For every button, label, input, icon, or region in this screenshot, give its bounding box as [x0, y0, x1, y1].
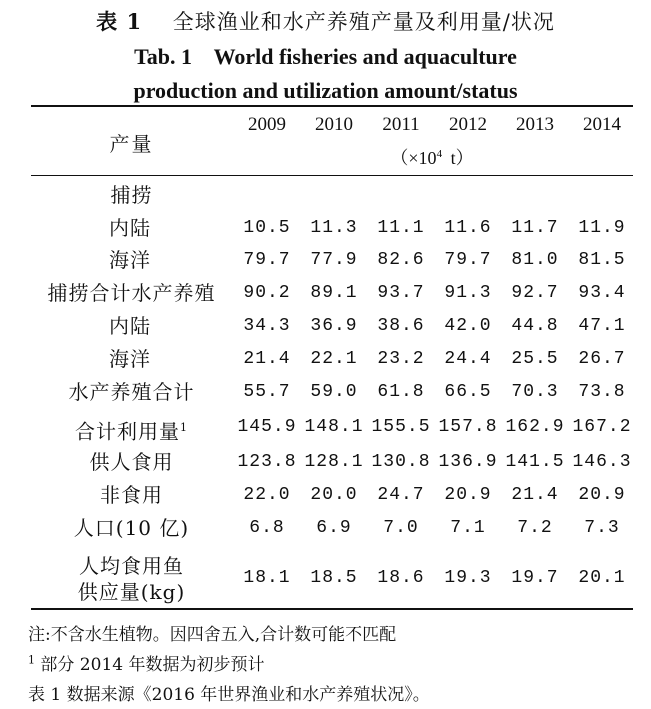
cell-value: 7.0 [383, 518, 419, 538]
cell-value: 93.4 [578, 283, 626, 303]
table-row [0, 310, 651, 343]
cell-value: 7.2 [517, 518, 553, 538]
row-label [31, 277, 232, 310]
cell-value: 22.1 [310, 349, 358, 369]
row-label-footnote: 1 [180, 421, 188, 434]
cell-value: 21.4 [511, 485, 559, 505]
cell-value: 18.6 [377, 568, 425, 588]
row-label-text: 供人食用 [89, 450, 174, 474]
cell-value: 25.5 [511, 349, 559, 369]
cell-value: 167.2 [572, 417, 632, 437]
cell-value: 128.1 [304, 452, 364, 472]
top-rule [31, 105, 633, 107]
unit-suffix: t） [442, 148, 474, 168]
row-label-text: 捕捞 [110, 183, 153, 207]
cell-value: 18.5 [310, 568, 358, 588]
cell-value: 18.1 [243, 568, 291, 588]
cell-value: 20.9 [444, 485, 492, 505]
note-2 [28, 650, 264, 675]
row-label-text: 非食用 [100, 483, 163, 507]
header-label: 产量 [109, 132, 154, 156]
table-title-en-line1: Tab. 1 World fisheries and aquaculture [134, 44, 517, 69]
cell-value: 23.2 [377, 349, 425, 369]
cell-value: 11.1 [377, 218, 425, 238]
cell-value: 81.5 [578, 250, 626, 270]
cell-value: 20.9 [578, 485, 626, 505]
row-label [31, 512, 232, 545]
year-2009: 2009 [248, 114, 286, 135]
row-label-text: 水产养殖合计 [68, 380, 195, 404]
cell-value: 79.7 [444, 250, 492, 270]
unit-exponent: 4 [436, 148, 443, 160]
cell-value: 59.0 [310, 382, 358, 402]
cell-value: 38.6 [377, 316, 425, 336]
cell-value: 24.7 [377, 485, 425, 505]
note-2-sup: 1 [28, 653, 35, 667]
year-2012: 2012 [449, 114, 487, 135]
cell-value: 93.7 [377, 283, 425, 303]
cell-value: 22.0 [243, 485, 291, 505]
cell-value: 89.1 [310, 283, 358, 303]
cell-value: 70.3 [511, 382, 559, 402]
cell-value: 66.5 [444, 382, 492, 402]
cell-value: 79.7 [243, 250, 291, 270]
cell-value: 92.7 [511, 283, 559, 303]
table-row [0, 512, 651, 545]
cell-value: 11.7 [511, 218, 559, 238]
cell-value: 130.8 [371, 452, 431, 472]
cell-value: 61.8 [377, 382, 425, 402]
table-row [0, 479, 651, 512]
table-row [0, 376, 651, 409]
cell-value: 19.3 [444, 568, 492, 588]
cell-value: 11.3 [310, 218, 358, 238]
cell-value: 24.4 [444, 349, 492, 369]
cell-value: 155.5 [371, 417, 431, 437]
per-capita-label [31, 553, 232, 605]
table-title-cn-text: 全球渔业和水产养殖产量及利用量/状况 [172, 10, 555, 34]
cell-value: 21.4 [243, 349, 291, 369]
row-label [31, 446, 232, 479]
row-label-text: 捕捞合计水产养殖 [47, 281, 216, 305]
row-label [60, 212, 200, 245]
header-rule [31, 175, 633, 176]
cell-value: 19.7 [511, 568, 559, 588]
row-label [31, 179, 232, 212]
per-capita-label-line1: 人均食用鱼 [79, 554, 184, 578]
bottom-rule [31, 608, 633, 610]
table-row [0, 179, 651, 212]
cell-value: 162.9 [505, 417, 565, 437]
cell-value: 136.9 [438, 452, 498, 472]
table-row [0, 244, 651, 277]
cell-value: 6.8 [249, 518, 285, 538]
row-label-text: 内陆 [109, 314, 151, 338]
row-label-text: 人口(10 亿) [73, 516, 190, 540]
table-row [0, 411, 651, 444]
year-2011: 2011 [382, 114, 420, 135]
note-1: 注:不含水生植物。因四舍五入,合计数可能不匹配 [28, 625, 397, 645]
note-2-text: 部分 2014 年数据为初步预计 [40, 655, 265, 675]
cell-value: 10.5 [243, 218, 291, 238]
row-label-text: 海洋 [109, 248, 151, 272]
table-row [0, 343, 651, 376]
row-label [31, 411, 232, 449]
cell-value: 42.0 [444, 316, 492, 336]
row-label [60, 244, 200, 277]
cell-value: 26.7 [578, 349, 626, 369]
year-2010: 2010 [315, 114, 353, 135]
cell-value: 73.8 [578, 382, 626, 402]
cell-value: 47.1 [578, 316, 626, 336]
cell-value: 141.5 [505, 452, 565, 472]
cell-value: 82.6 [377, 250, 425, 270]
cell-value: 146.3 [572, 452, 632, 472]
cell-value: 34.3 [243, 316, 291, 336]
row-label [60, 310, 200, 343]
cell-value: 81.0 [511, 250, 559, 270]
cell-value: 6.9 [316, 518, 352, 538]
unit-label [232, 144, 632, 170]
per-capita-label-line2: 供应量(kg) [77, 580, 186, 604]
table-row [0, 212, 651, 245]
note-3: 表 1 数据来源《2016 年世界渔业和水产养殖状况》。 [28, 685, 430, 705]
table-title-cn [0, 6, 651, 36]
row-label [31, 479, 232, 512]
cell-value: 11.9 [578, 218, 626, 238]
row-label [60, 343, 200, 376]
cell-value: 44.8 [511, 316, 559, 336]
cell-value: 145.9 [237, 417, 297, 437]
cell-value: 91.3 [444, 283, 492, 303]
cell-value: 55.7 [243, 382, 291, 402]
row-label [31, 376, 232, 409]
table-row-per-capita [0, 550, 651, 606]
cell-value: 7.3 [584, 518, 620, 538]
cell-value: 77.9 [310, 250, 358, 270]
table-row [0, 277, 651, 310]
cell-value: 7.1 [450, 518, 486, 538]
cell-value: 20.0 [310, 485, 358, 505]
row-label-text: 海洋 [109, 347, 151, 371]
cell-value: 90.2 [243, 283, 291, 303]
table-row [0, 446, 651, 479]
table-title-en-line2: production and utilization amount/status [133, 78, 518, 103]
row-label-text: 合计利用量 [75, 419, 180, 444]
table-title-en [0, 40, 651, 108]
cell-value: 20.1 [578, 568, 626, 588]
cell-value: 157.8 [438, 417, 498, 437]
year-2013: 2013 [516, 114, 554, 135]
cell-value: 36.9 [310, 316, 358, 336]
table-number-cn: 表 1 [96, 9, 143, 34]
year-2014: 2014 [583, 114, 621, 135]
cell-value: 148.1 [304, 417, 364, 437]
unit-prefix: （×10 [390, 148, 437, 168]
cell-value: 11.6 [444, 218, 492, 238]
cell-value: 123.8 [237, 452, 297, 472]
row-label-text: 内陆 [109, 216, 151, 240]
